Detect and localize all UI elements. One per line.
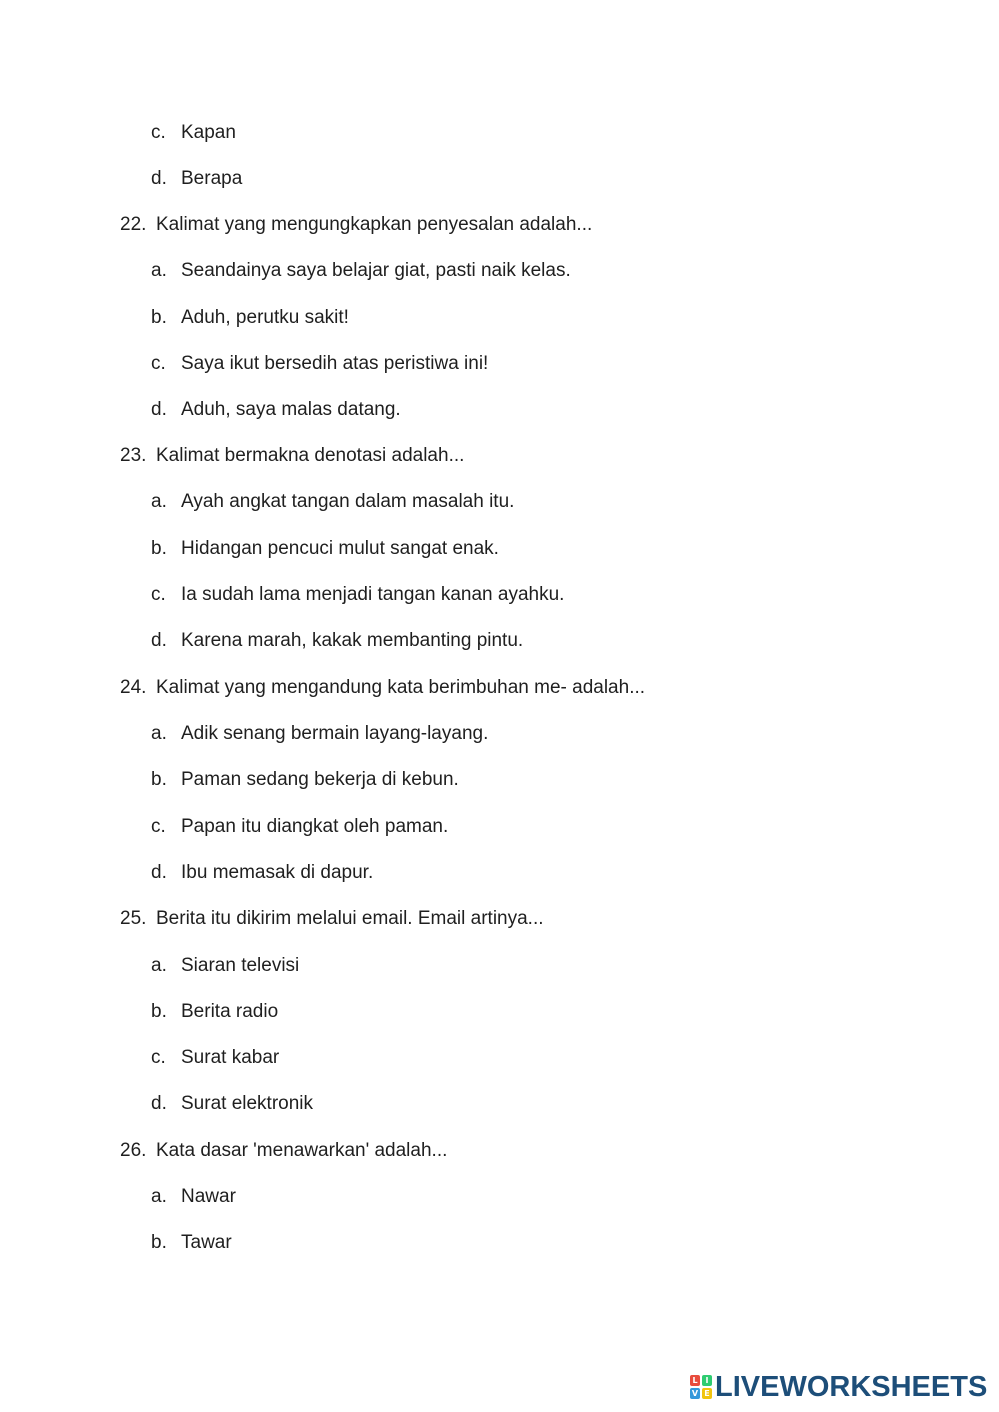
option-text: Nawar xyxy=(181,1186,236,1207)
liveworksheets-logo xyxy=(690,1372,987,1402)
option-marker: a. xyxy=(151,1186,167,1207)
option-text: Papan itu diangkat oleh paman. xyxy=(181,816,449,837)
question-number: 24. xyxy=(120,677,147,698)
liveworksheets-logo-text: LIVEWORKSHEETS xyxy=(715,1371,988,1403)
option-marker: b. xyxy=(151,538,167,559)
question-text: Kalimat yang mengandung kata berimbuhan me- adalah... xyxy=(156,677,646,698)
option-marker: c. xyxy=(151,584,166,605)
logo-tile-v: V xyxy=(691,1389,699,1398)
option-marker: d. xyxy=(151,1093,167,1114)
option-marker: b. xyxy=(151,1232,167,1253)
option-marker: d. xyxy=(151,168,167,189)
option-marker: a. xyxy=(151,491,167,512)
option-marker: a. xyxy=(151,260,167,281)
option-text: Aduh, saya malas datang. xyxy=(181,399,401,420)
option-text: Hidangan pencuci mulut sangat enak. xyxy=(181,538,499,559)
option-text: Ia sudah lama menjadi tangan kanan ayahku. xyxy=(181,584,565,605)
option-marker: c. xyxy=(151,1047,166,1068)
option-text: Ibu memasak di dapur. xyxy=(181,862,374,883)
option-marker: d. xyxy=(151,630,167,651)
option-text: Adik senang bermain layang-layang. xyxy=(181,723,489,744)
option-text: Ayah angkat tangan dalam masalah itu. xyxy=(181,491,515,512)
option-text: Berapa xyxy=(181,168,243,189)
option-text: Surat kabar xyxy=(181,1047,280,1068)
option-marker: c. xyxy=(151,816,166,837)
option-marker: a. xyxy=(151,955,167,976)
option-marker: c. xyxy=(151,122,166,143)
option-marker: b. xyxy=(151,307,167,328)
logo-tile-e: E xyxy=(702,1388,712,1399)
option-marker: a. xyxy=(151,723,167,744)
option-text: Karena marah, kakak membanting pintu. xyxy=(181,630,524,651)
question-number: 22. xyxy=(120,214,147,235)
question-number: 25. xyxy=(120,908,147,929)
option-text: Berita radio xyxy=(181,1001,279,1022)
option-text: Tawar xyxy=(181,1232,232,1253)
option-text: Paman sedang bekerja di kebun. xyxy=(181,769,459,790)
option-text: Seandainya saya belajar giat, pasti naik kelas. xyxy=(181,260,571,281)
option-text: Kapan xyxy=(181,122,236,143)
option-marker: b. xyxy=(151,1001,167,1022)
question-text: Berita itu dikirim melalui email. Email artinya... xyxy=(156,908,544,929)
option-text: Siaran televisi xyxy=(181,955,300,976)
question-text: Kalimat bermakna denotasi adalah... xyxy=(156,445,465,466)
option-text: Saya ikut bersedih atas peristiwa ini! xyxy=(181,353,489,374)
option-marker: d. xyxy=(151,399,167,420)
question-text: Kalimat yang mengungkapkan penyesalan adalah... xyxy=(156,214,593,235)
option-marker: b. xyxy=(151,769,167,790)
liveworksheets-logo-icon xyxy=(690,1375,712,1399)
option-text: Aduh, perutku sakit! xyxy=(181,307,349,328)
option-text: Surat elektronik xyxy=(181,1093,314,1114)
question-text: Kata dasar 'menawarkan' adalah... xyxy=(156,1140,448,1161)
logo-tile-l: L xyxy=(690,1375,700,1386)
logo-tile-i: I xyxy=(702,1375,712,1386)
option-marker: c. xyxy=(151,353,166,374)
question-number: 23. xyxy=(120,445,147,466)
question-number: 26. xyxy=(120,1140,147,1161)
option-marker: d. xyxy=(151,862,167,883)
